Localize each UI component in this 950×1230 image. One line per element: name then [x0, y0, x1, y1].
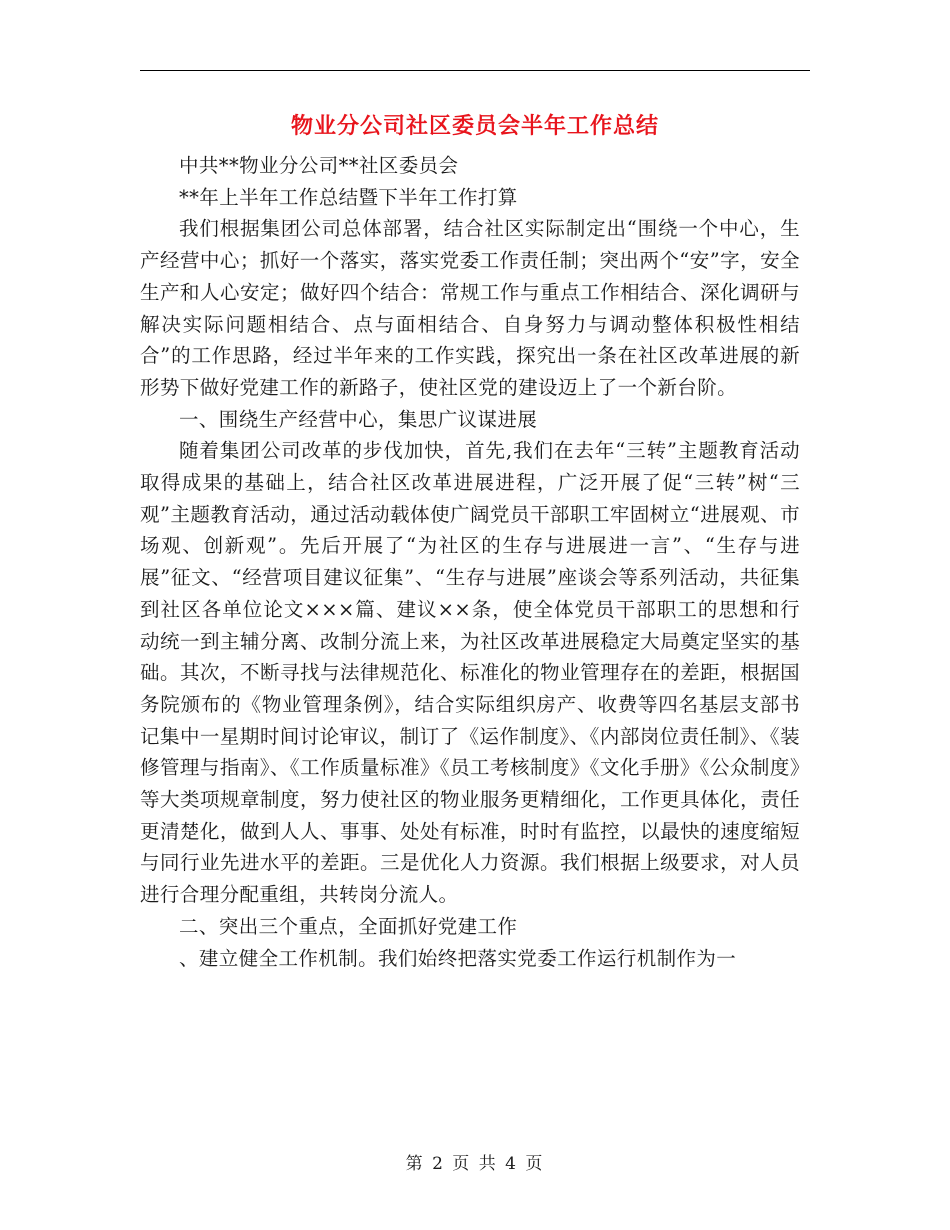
paragraph-section-2-start: 、建立健全工作机制。我们始终把落实党委工作运行机制作为一 [179, 946, 737, 970]
document-title: 物业分公司社区委员会半年工作总结 [290, 113, 659, 139]
section-heading-1: 一、围绕生产经营中心，集思广议谋进展 [179, 407, 538, 431]
section-heading-2: 二、突出三个重点，全面抓好党建工作 [179, 914, 518, 938]
paragraph-org-name: 中共**物业分公司**社区委员会 [179, 154, 459, 177]
document-body [140, 150, 800, 974]
paragraph-intro: 我们根据集团公司总体部署，结合社区实际制定出“围绕一个中心，生产经营中心；抓好一个落实，落实党委工作责任制；突出两个“安”字，安全生产和人心安定；做好四个结合：常规工作与重点工作相结合、深化调研与解决实际问题相结合、点与面相结合、自身努力与调动整体积极性相结合”的工作思路，经过半年来的工作实践，探究出一条在社区改革进展的新形势下做好党建工作的新路子，使社区党的建设迈上了一个新台阶。 [140, 217, 800, 399]
header-rule [140, 70, 810, 71]
paragraph-subtitle: **年上半年工作总结暨下半年工作打算 [179, 185, 518, 209]
paragraph-section-1: 随着集团公司改革的步伐加快，首先,我们在去年“三转”主题教育活动取得成果的基础上，结合社区改革进展进程，广泛开展了促“三转”树“三观”主题教育活动，通过活动载体使广阔党员干部职工牢固树立“进展观、市场观、创新观”。先后开展了“为社区的生存与进展进一言”、“生存与进展”征文、“经营项目建议征集”、“生存与进展”座谈会等系列活动，共征集到社区各单位论文×××篇、建议××条，使全体党员干部职工的思想和行动统一到主辅分离、改制分流上来，为社区改革进展稳定大局奠定坚实的基础。其次，不断寻找与法律规范化、标准化的物业管理存在的差距，根据国务院颁布的《物业管理条例》，结合实际组织房产、收费等四名基层支部书记集中一星期时间讨论审议，制订了《运作制度》、《内部岗位责任制》、《装修管理与指南》、《工作质量标准》《员工考核制度》《文化手册》《公众制度》等大类项规章制度，努力使社区的物业服务更精细化，工作更具体化，责任更清楚化，做到人人、事事、处处有标准，时时有监控，以最快的速度缩短与同行业先进水平的差距。三是优化人力资源。我们根据上级要求，对人员进行合理分配重组，共转岗分流人。 [140, 439, 800, 907]
page-number: 第 2 页 共 4 页 [405, 1154, 545, 1174]
